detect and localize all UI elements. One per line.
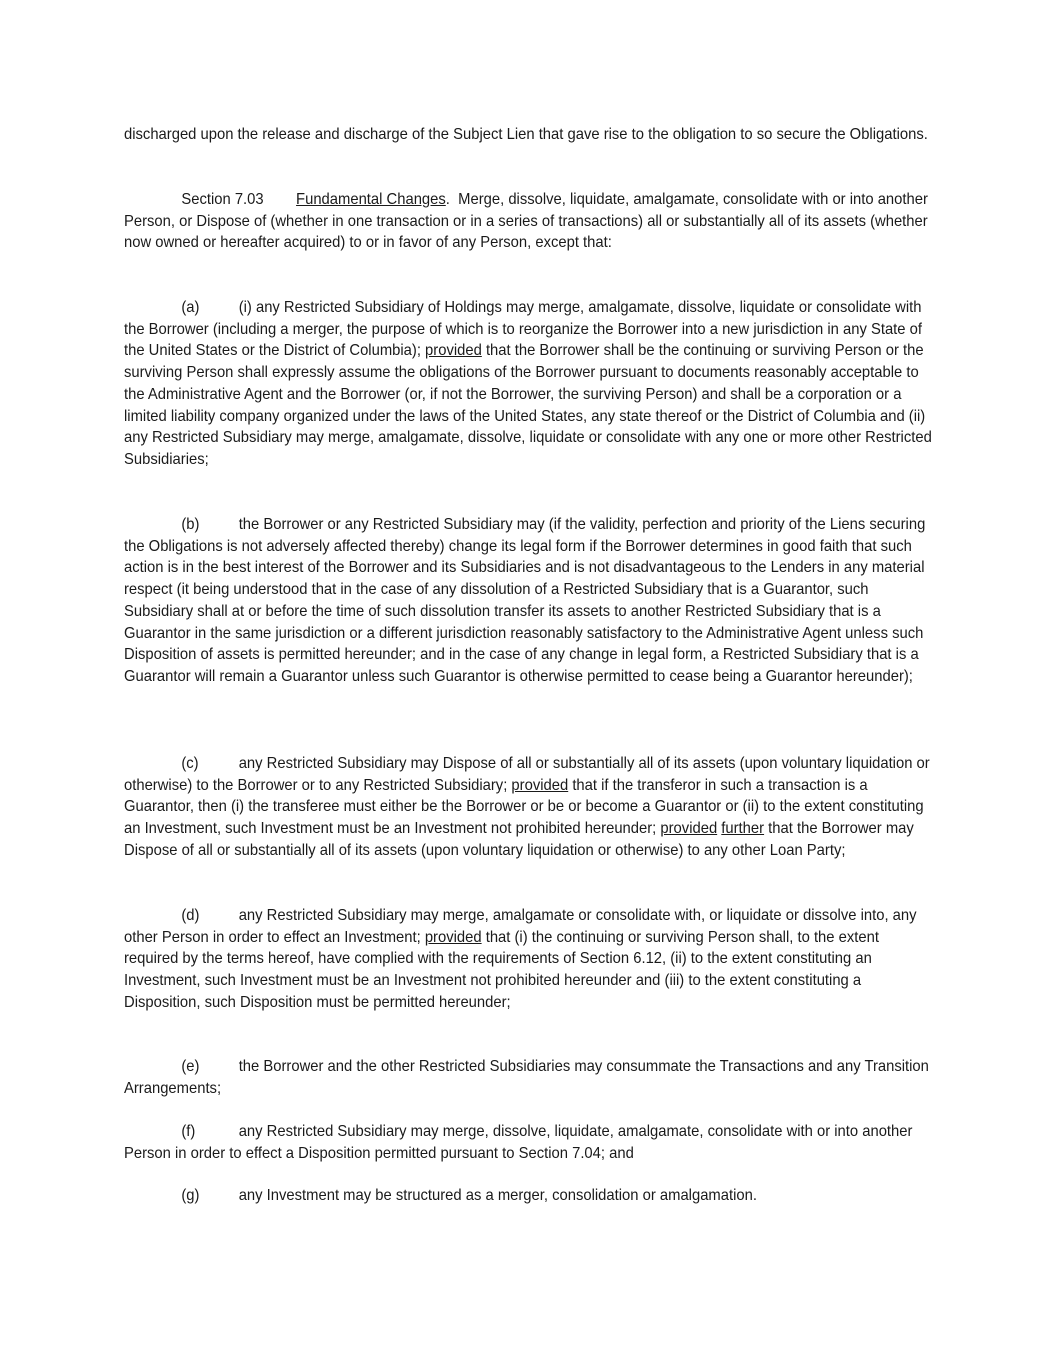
clause-label: (g) <box>181 1187 200 1204</box>
clause-f <box>124 1121 934 1164</box>
clause-label: (c) <box>181 755 199 772</box>
section-paragraph <box>124 189 934 254</box>
clause-text: the Borrower or any Restricted Subsidiary may (if the validity, perfection and priority of the Liens securing the Obligations is not adversely affected thereby) change its legal form if the Borrower determines in good faith that such action is in the best interest of the Borrower and its Subsidiaries and is not disadvantageous to the Lenders in any material respect (it being understood that in the case of any dissolution of a Restricted Subsidiary that is a Guarantor, such Subsidiary shall at or before the time of such dissolution transfer its assets to another Restricted Subsidiary that is a Guarantor in the same jurisdiction or a different jurisdiction reasonably satisfactory to the Administrative Agent unless such Disposition of assets is permitted hereunder; and in the case of any change in legal form, a Restricted Subsidiary that is a Guarantor will remain a Guarantor unless such Guarantor is otherwise permitted to cease being a Guarantor hereunder); <box>124 516 926 685</box>
clause-label: (a) <box>181 299 200 316</box>
clause-label: (f) <box>181 1123 196 1140</box>
clause-label: (b) <box>181 516 200 533</box>
provided-term: provided <box>424 928 482 946</box>
section-intro: Merge, dissolve, liquidate, amalgamate, consolidate with or into another Person, or Dispose of (whether in one transaction or in a series of transactions) all or substantially all of its assets (whether now owned or hereafter acquired) to or in favor of any Person, except that: <box>124 191 928 252</box>
clause-text: that the Borrower may Dispose of all or substantially all of its assets (upon voluntary liquidation or otherwise) to any other Loan Party; <box>124 820 914 859</box>
clause-d <box>124 905 934 1014</box>
clause-text: any Investment may be structured as a merger, consolidation or amalgamation. <box>238 1187 757 1204</box>
clause-g <box>124 1185 934 1207</box>
clause-text: any Restricted Subsidiary may Dispose of all or substantially all of its assets (upon voluntary liquidation or otherwise) to the Borrower or to any Restricted Subsidiary; <box>124 755 930 794</box>
clause-text: that (i) the continuing or surviving Person shall, to the extent required by the terms hereof, have complied with the requirements of Section 6.12, (ii) to the extent constituting an Investment, such Investment must be an Investment not prohibited hereunder and (iii) to the extent constituting a Disposition, such Disposition must be permitted hereunder; <box>124 928 879 1011</box>
clause-text: (i) any Restricted Subsidiary of Holdings may merge, amalgamate, dissolve, liquidate or consolidate with the Borrower (including a merger, the purpose of which is to reorganize the Borrower into a new jurisdiction in any State of the United States or the District of Columbia); <box>124 299 922 360</box>
opening-text: discharged upon the release and discharge of the Subject Lien that gave rise to the obligation to so secure the Obligations. <box>124 126 928 143</box>
clause-text: that the Borrower shall be the continuing or surviving Person or the surviving Person shall expressly assume the obligations of the Borrower pursuant to documents reasonably acceptable to the Administrative Agent and the Borrower (or, if not the Borrower, the surviving Person) and shall be a corporation or a limited liability company organized under the laws of the United States, any state thereof or the District of Columbia and (ii) any Restricted Subsidiary may merge, amalgamate, dissolve, liquidate or consolidate with any one or more other Restricted Subsidiaries; <box>124 342 932 468</box>
clause-label: (d) <box>181 907 200 924</box>
further-term: further <box>721 820 765 838</box>
clause-e <box>124 1056 934 1099</box>
clause-text: any Restricted Subsidiary may merge, dissolve, liquidate, amalgamate, consolidate with or into another Person in order to effect a Disposition permitted pursuant to Section 7.04; and <box>124 1123 913 1162</box>
clause-a <box>124 297 934 471</box>
provided-term: provided <box>425 342 482 360</box>
clause-text: any Restricted Subsidiary may merge, amalgamate or consolidate with, or liquidate or dissolve into, any other Person in order to effect an Investment; <box>124 907 917 946</box>
clause-b <box>124 514 934 688</box>
clause-label: (e) <box>181 1058 200 1075</box>
section-title-period: . <box>445 191 450 208</box>
section-title: Fundamental Changes <box>296 191 446 208</box>
clause-text: the Borrower and the other Restricted Subsidiaries may consummate the Transactions and any Transition Arrangements; <box>124 1058 929 1097</box>
provided-term: provided <box>511 776 569 794</box>
provided-term: provided <box>660 820 718 838</box>
section-number: Section 7.03 <box>181 191 264 208</box>
clause-c <box>124 753 934 862</box>
opening-paragraph <box>124 124 934 146</box>
clause-text: that if the transferor in such a transaction is a Guarantor, then (i) the transferee must either be the Borrower or be or become a Guarantor or (ii) to the extent constituting an Investment, such Investment must be an Investment not prohibited hereunder; <box>124 776 924 838</box>
